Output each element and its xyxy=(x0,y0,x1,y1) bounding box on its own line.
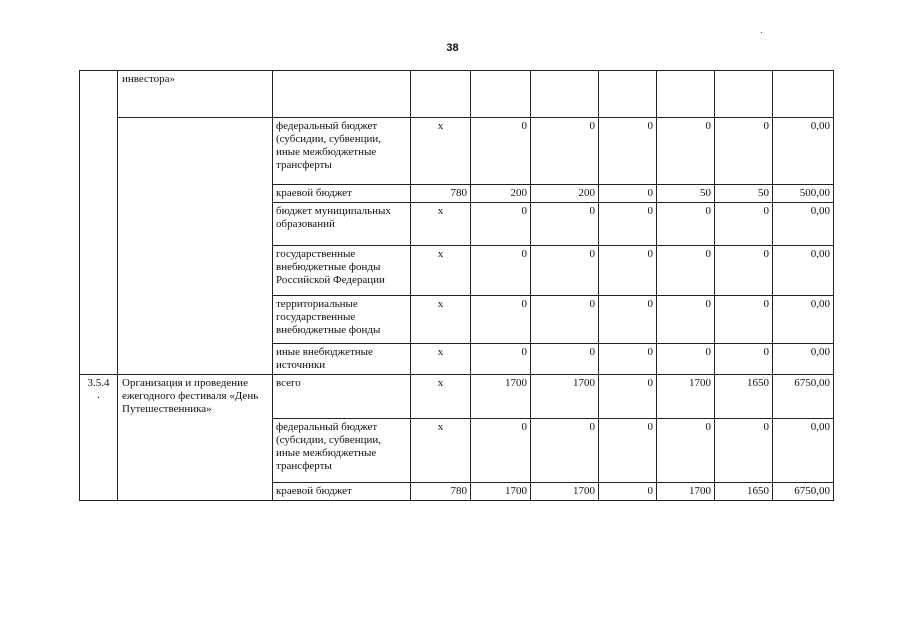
value-cell: 0 xyxy=(471,246,531,296)
value-cell: 0 xyxy=(657,118,715,185)
value-cell: 0 xyxy=(599,185,657,203)
value-cell: 0 xyxy=(599,419,657,483)
value-cell: 0 xyxy=(471,203,531,246)
value-cell xyxy=(657,71,715,118)
value-cell: 0 xyxy=(531,344,599,375)
item-name-cell: Организация и проведение ежегодного фестиваля «День Путешественника» xyxy=(118,375,273,501)
page-number: 38 xyxy=(446,42,459,54)
value-cell: 0 xyxy=(599,483,657,501)
value-cell xyxy=(715,71,773,118)
value-cell: 780 xyxy=(411,185,471,203)
total-cell: 0,00 xyxy=(773,246,834,296)
value-cell: 0 xyxy=(657,296,715,344)
table-row xyxy=(80,71,834,118)
value-cell: 0 xyxy=(715,246,773,296)
item-code: 3.5.4 xyxy=(87,377,110,389)
value-cell: x xyxy=(411,203,471,246)
value-cell: 0 xyxy=(599,375,657,419)
value-cell: 0 xyxy=(715,203,773,246)
value-cell xyxy=(531,71,599,118)
value-cell: 0 xyxy=(531,296,599,344)
value-cell: 0 xyxy=(471,296,531,344)
value-cell: 0 xyxy=(531,419,599,483)
value-cell: 0 xyxy=(715,118,773,185)
item-name-cell: инвестора» xyxy=(118,71,273,118)
value-cell: 0 xyxy=(715,296,773,344)
funding-source-cell: территориальные государственные внебюджетные фонды xyxy=(273,296,411,344)
value-cell: 50 xyxy=(715,185,773,203)
value-cell: 0 xyxy=(531,203,599,246)
value-cell: 1700 xyxy=(657,375,715,419)
value-cell: 1700 xyxy=(531,483,599,501)
value-cell: 0 xyxy=(657,246,715,296)
value-cell: 0 xyxy=(657,344,715,375)
funding-source-cell: государственные внебюджетные фонды Российской Федерации xyxy=(273,246,411,296)
value-cell xyxy=(599,71,657,118)
value-cell: 0 xyxy=(715,419,773,483)
total-cell: 0,00 xyxy=(773,419,834,483)
funding-source-cell: краевой бюджет xyxy=(273,483,411,501)
scan-speck xyxy=(761,32,762,33)
value-cell: 0 xyxy=(599,118,657,185)
value-cell: x xyxy=(411,375,471,419)
funding-source-cell: федеральный бюджет (субсидии, субвенции, иные межбюджетные трансферты xyxy=(273,419,411,483)
item-code-cell xyxy=(80,375,118,501)
funding-source-cell: иные внебюджетные источники xyxy=(273,344,411,375)
value-cell: 1700 xyxy=(471,375,531,419)
value-cell: 0 xyxy=(599,246,657,296)
value-cell: 1650 xyxy=(715,483,773,501)
funding-source-cell: краевой бюджет xyxy=(273,185,411,203)
value-cell: 1650 xyxy=(715,375,773,419)
value-cell: 0 xyxy=(471,419,531,483)
value-cell: 0 xyxy=(657,419,715,483)
value-cell: 200 xyxy=(531,185,599,203)
value-cell: 0 xyxy=(471,118,531,185)
value-cell: 1700 xyxy=(471,483,531,501)
funding-source-cell: всего xyxy=(273,375,411,419)
value-cell: 0 xyxy=(599,344,657,375)
value-cell xyxy=(411,71,471,118)
table-row xyxy=(80,375,834,419)
value-cell: x xyxy=(411,344,471,375)
total-cell: 0,00 xyxy=(773,344,834,375)
total-cell: 6750,00 xyxy=(773,375,834,419)
value-cell: 0 xyxy=(531,246,599,296)
value-cell: 0 xyxy=(531,118,599,185)
total-cell xyxy=(773,71,834,118)
value-cell: 0 xyxy=(657,203,715,246)
value-cell xyxy=(471,71,531,118)
total-cell: 0,00 xyxy=(773,118,834,185)
table-row xyxy=(80,118,834,185)
item-code-cell xyxy=(80,71,118,375)
value-cell: 50 xyxy=(657,185,715,203)
value-cell: 0 xyxy=(471,344,531,375)
item-code-mark: . xyxy=(97,389,100,401)
value-cell: 1700 xyxy=(531,375,599,419)
value-cell: 0 xyxy=(599,296,657,344)
value-cell: 0 xyxy=(715,344,773,375)
value-cell: 1700 xyxy=(657,483,715,501)
total-cell: 500,00 xyxy=(773,185,834,203)
value-cell: x xyxy=(411,246,471,296)
total-cell: 0,00 xyxy=(773,296,834,344)
value-cell: 0 xyxy=(599,203,657,246)
budget-table xyxy=(79,70,834,501)
funding-source-cell: бюджет муниципальных образований xyxy=(273,203,411,246)
funding-source-cell: федеральный бюджет (субсидии, субвенции, иные межбюджетные трансферты xyxy=(273,118,411,185)
value-cell: x xyxy=(411,118,471,185)
value-cell: x xyxy=(411,419,471,483)
value-cell: x xyxy=(411,296,471,344)
funding-source-cell xyxy=(273,71,411,118)
value-cell: 200 xyxy=(471,185,531,203)
total-cell: 0,00 xyxy=(773,203,834,246)
value-cell: 780 xyxy=(411,483,471,501)
item-name-cell xyxy=(118,118,273,375)
total-cell: 6750,00 xyxy=(773,483,834,501)
